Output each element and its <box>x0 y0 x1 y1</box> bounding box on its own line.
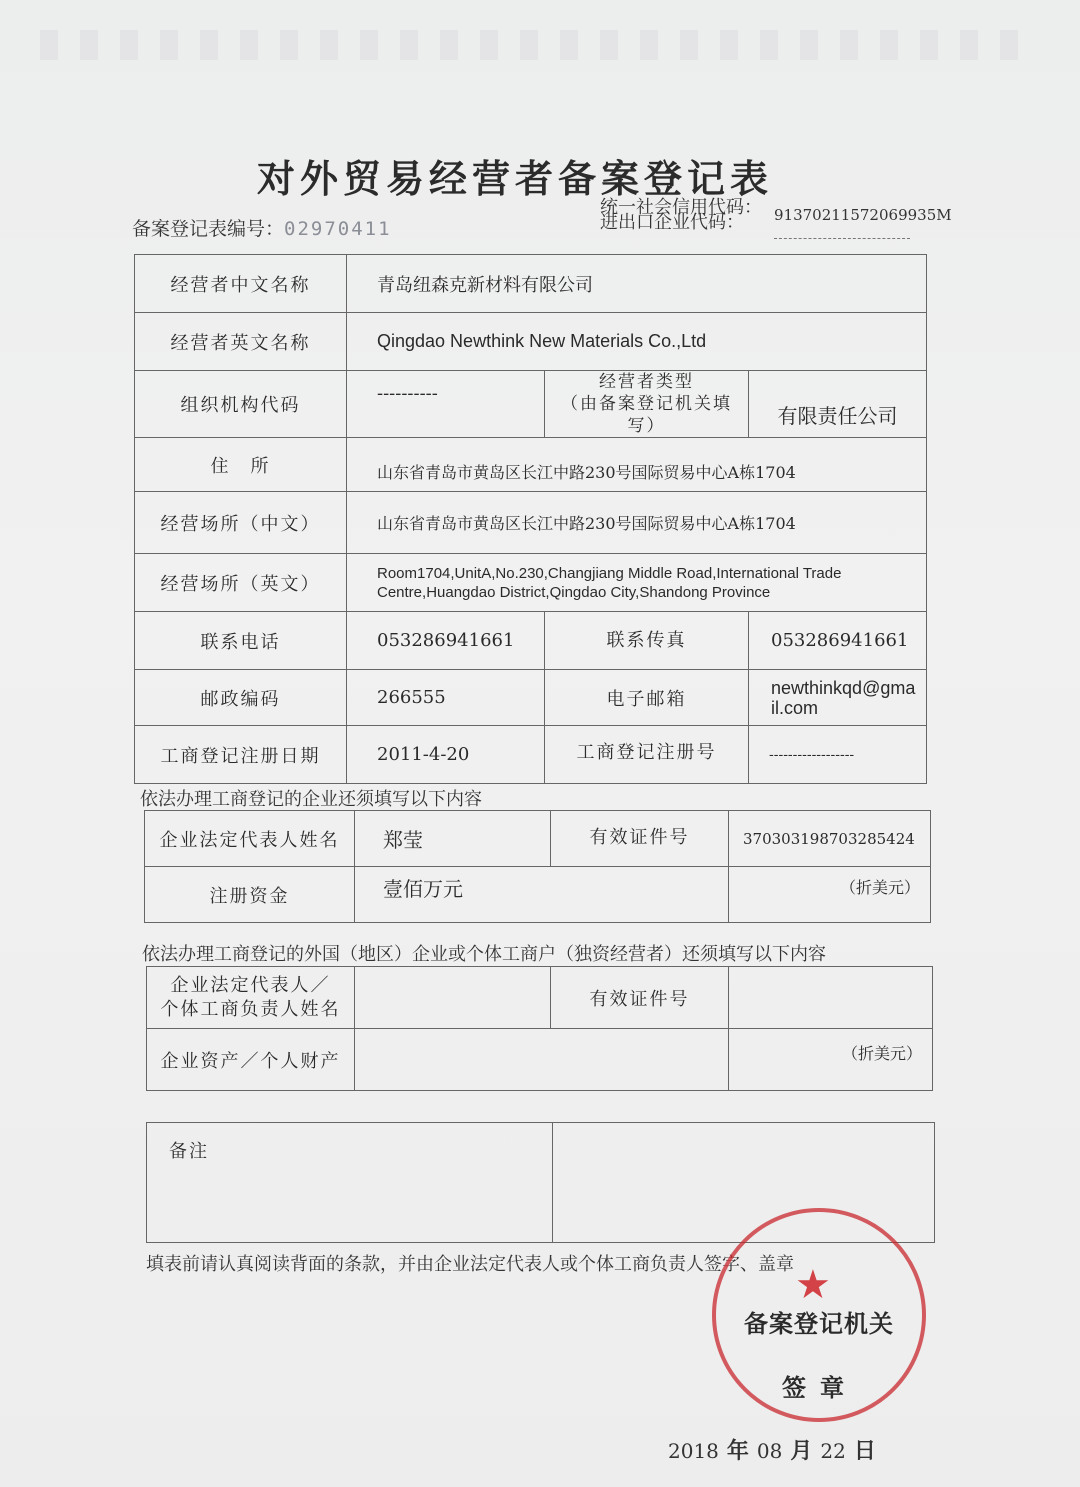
form-number <box>132 214 392 241</box>
credit-code-label-line2: 进出口企业代码： <box>600 212 744 233</box>
postal-label: 邮政编码 <box>135 670 347 726</box>
cn-name-label: 经营者中文名称 <box>135 255 347 313</box>
site-cn-value: 山东省青岛市黄岛区长江中路230号国际贸易中心A栋1704 <box>347 492 927 554</box>
assets-value <box>355 1029 729 1091</box>
form-title: 对外贸易经营者备案登记表 <box>256 156 773 201</box>
postal-value: 266555 <box>347 670 545 726</box>
main-info-table <box>134 254 927 784</box>
section2-table <box>146 966 933 1091</box>
operator-type-label <box>545 371 749 438</box>
credit-code-label <box>600 197 770 233</box>
reg-date-label: 工商登记注册日期 <box>135 726 347 784</box>
email-value: newthinkqd@gmail.com <box>749 670 927 726</box>
section2-id-label: 有效证件号 <box>551 967 729 1029</box>
date-month: 08 <box>756 1439 783 1463</box>
reg-date-value: 2011-4-20 <box>347 726 545 784</box>
email-label: 电子邮箱 <box>545 670 749 726</box>
stamp-sign-label: 签章 <box>782 1373 858 1402</box>
en-name-value: Qingdao Newthink New Materials Co.,Ltd <box>347 313 927 371</box>
section2-rep-label-line1: 企业法定代表人／ <box>170 974 331 996</box>
address-value: 山东省青岛市黄岛区长江中路230号国际贸易中心A栋1704 <box>347 438 927 492</box>
site-cn-label: 经营场所（中文） <box>135 492 347 554</box>
date-year: 2018 <box>668 1439 719 1463</box>
fax-label: 联系传真 <box>545 612 749 670</box>
section1-heading: 依法办理工商登记的企业还须填写以下内容 <box>140 789 482 810</box>
seal-star-icon: ★ <box>795 1262 831 1308</box>
section2-id-value <box>729 967 933 1029</box>
date-day: 22 <box>820 1439 846 1463</box>
section2-heading: 依法办理工商登记的外国（地区）企业或个体工商户（独资经营者）还须填写以下内容 <box>142 944 826 965</box>
capital-value: 壹佰万元 <box>355 867 729 923</box>
stamp-authority-label: 备案登记机关 <box>744 1309 894 1338</box>
date-year-unit: 年 <box>726 1438 749 1464</box>
fax-value: 053286941661 <box>749 612 927 670</box>
legal-rep-label: 企业法定代表人姓名 <box>145 811 355 867</box>
capital-label: 注册资金 <box>145 867 355 923</box>
footer-note: 填表前请认真阅读背面的条款，并由企业法定代表人或个体工商负责人签字、盖章 <box>146 1254 794 1275</box>
remarks-label: 备注 <box>147 1123 553 1243</box>
operator-type-value: 有限责任公司 <box>749 371 927 438</box>
org-code-label: 组织机构代码 <box>135 371 347 438</box>
operator-type-label-line2: （由备案登记机关填写） <box>561 394 732 436</box>
legal-rep-value: 郑莹 <box>355 811 551 867</box>
en-name-label: 经营者英文名称 <box>135 313 347 371</box>
phone-value: 053286941661 <box>347 612 545 670</box>
section1-id-label: 有效证件号 <box>551 811 729 867</box>
assets-usd-note: （折美元） <box>729 1029 933 1091</box>
section1-id-value: 370303198703285424 <box>729 811 931 867</box>
bleed-through-text <box>40 30 1040 60</box>
site-en-label: 经营场所（英文） <box>135 554 347 612</box>
capital-usd-note: （折美元） <box>729 867 931 923</box>
date-day-unit: 日 <box>853 1438 876 1464</box>
org-code-value: ---------- <box>347 371 545 438</box>
assets-label: 企业资产／个人财产 <box>147 1029 355 1091</box>
site-en-value: Room1704,UnitA,No.230,Changjiang Middle Road,International Trade Centre,Huangdao District,Qingdao City,Shandong Province <box>347 554 927 612</box>
form-number-label: 备案登记表编号： <box>132 218 285 240</box>
section2-rep-label <box>147 967 355 1029</box>
address-label: 住 所 <box>135 438 347 492</box>
credit-code-underline <box>774 238 910 239</box>
reg-no-value: ------------------ <box>749 726 927 784</box>
date-month-unit: 月 <box>790 1438 813 1464</box>
phone-label: 联系电话 <box>135 612 347 670</box>
section2-rep-label-line2: 个体工商负责人姓名 <box>160 998 341 1020</box>
cn-name-value: 青岛纽森克新材料有限公司 <box>347 255 927 313</box>
section1-table <box>144 810 931 923</box>
credit-code-label-line1: 统一社会信用代码： <box>600 197 762 218</box>
section2-rep-value <box>355 967 551 1029</box>
operator-type-label-line1: 经营者类型 <box>599 372 694 392</box>
issue-date <box>668 1434 884 1465</box>
credit-code-value: 91370211572069935M <box>774 206 952 224</box>
form-number-value: 02970411 <box>284 218 392 240</box>
reg-no-label: 工商登记注册号 <box>545 726 749 784</box>
